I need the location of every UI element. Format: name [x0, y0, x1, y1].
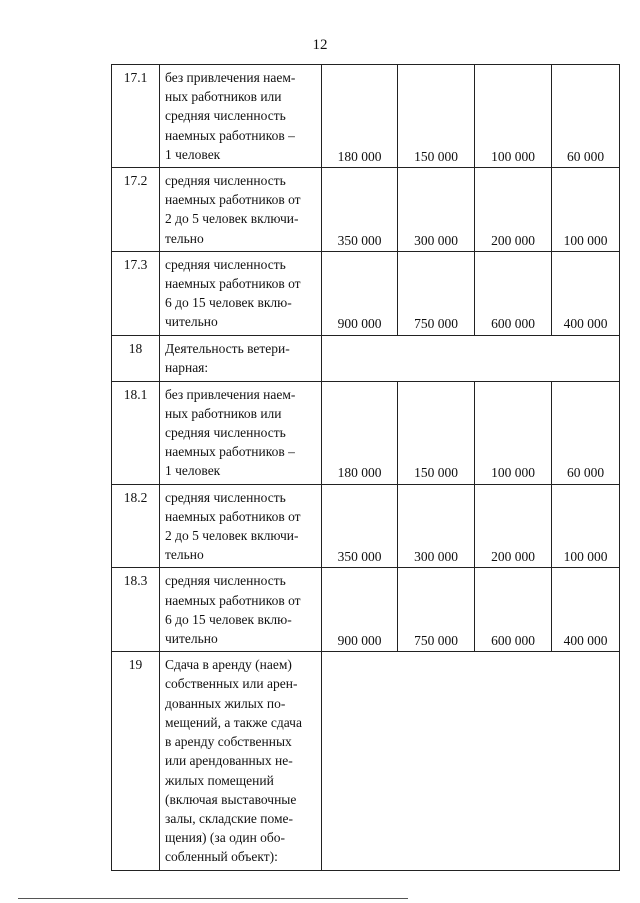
amount-cell: 400 000: [552, 251, 620, 335]
table-row: [112, 251, 620, 335]
amount-cell: 750 000: [398, 251, 475, 335]
amount-cell: 200 000: [475, 484, 552, 568]
amount-cell: 180 000: [322, 381, 398, 484]
row-description: средняя численность наемных работников от 2 до 5 человек включи- тельно: [160, 484, 322, 568]
amount-cell: 60 000: [552, 381, 620, 484]
page-number: 12: [312, 37, 328, 53]
amount-cell: 100 000: [552, 168, 620, 252]
rates-table: [111, 64, 620, 871]
amount-cell: 60 000: [552, 65, 620, 168]
row-number: 17.1: [112, 65, 160, 168]
amount-cell: 200 000: [475, 168, 552, 252]
row-description: без привлечения наем- ных работников или средняя численность наемных работников – 1 человек: [160, 65, 322, 168]
row-description: средняя численность наемных работников от 2 до 5 человек включи- тельно: [160, 168, 322, 252]
row-description: средняя численность наемных работников от 6 до 15 человек вклю- чительно: [160, 251, 322, 335]
table-row: [112, 568, 620, 652]
amount-cell: 600 000: [475, 568, 552, 652]
amount-cell: 400 000: [552, 568, 620, 652]
row-number: 17.2: [112, 168, 160, 252]
row-number: 19: [112, 652, 160, 870]
amount-cell: 750 000: [398, 568, 475, 652]
row-number: 18: [112, 335, 160, 381]
table-row: [112, 381, 620, 484]
row-description: без привлечения наем- ных работников или средняя численность наемных работников – 1 человек: [160, 381, 322, 484]
table-row: [112, 168, 620, 252]
amount-cell: 100 000: [552, 484, 620, 568]
footer-rule: [18, 898, 408, 899]
merged-empty-cell: [322, 652, 620, 870]
amount-cell: 300 000: [398, 168, 475, 252]
amount-cell: 350 000: [322, 168, 398, 252]
amount-cell: 900 000: [322, 568, 398, 652]
amount-cell: 180 000: [322, 65, 398, 168]
amount-cell: 300 000: [398, 484, 475, 568]
row-number: 18.2: [112, 484, 160, 568]
amount-cell: 350 000: [322, 484, 398, 568]
table-row: [112, 335, 620, 381]
amount-cell: 900 000: [322, 251, 398, 335]
amount-cell: 150 000: [398, 381, 475, 484]
row-number: 17.3: [112, 251, 160, 335]
table-row: [112, 484, 620, 568]
row-description: средняя численность наемных работников от 6 до 15 человек вклю- чительно: [160, 568, 322, 652]
row-number: 18.3: [112, 568, 160, 652]
row-description: Сдача в аренду (наем) собственных или арен- дованных жилых по- мещений, а также сдача в аренду собственных или арендованных не- жилых помещений (включая выставочные залы, складские поме- щения) (за один обо- собленный объект):: [160, 652, 322, 870]
amount-cell: 600 000: [475, 251, 552, 335]
amount-cell: 100 000: [475, 65, 552, 168]
row-number: 18.1: [112, 381, 160, 484]
table-row: [112, 65, 620, 168]
merged-empty-cell: [322, 335, 620, 381]
table-row: [112, 652, 620, 870]
row-description: Деятельность ветери- нарная:: [160, 335, 322, 381]
amount-cell: 100 000: [475, 381, 552, 484]
amount-cell: 150 000: [398, 65, 475, 168]
